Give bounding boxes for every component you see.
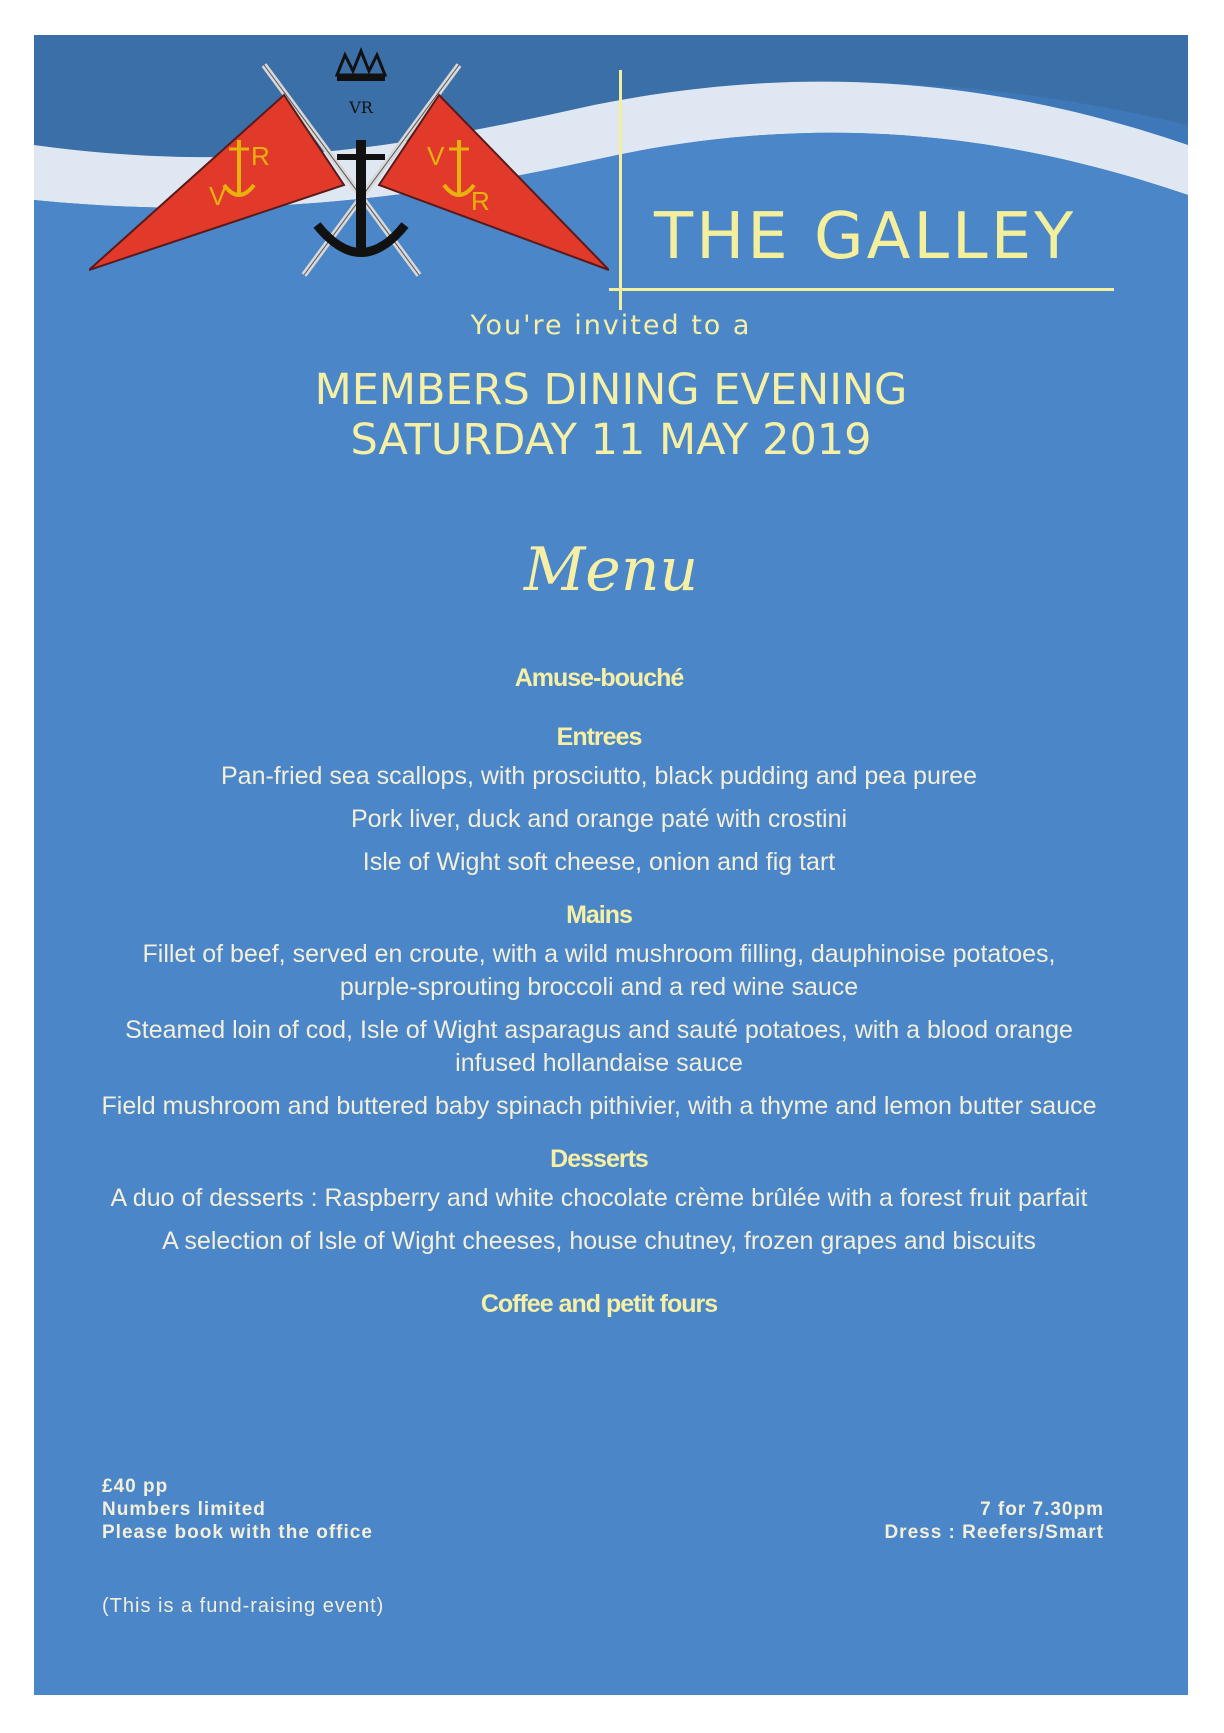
fundraising-note: (This is a fund-raising event) [102, 1595, 385, 1617]
logo-monogram: VR [349, 98, 373, 117]
course-heading-amuse-bouche: Amuse-bouché [514, 664, 684, 692]
booking-info [102, 1475, 373, 1544]
course-heading-coffee: Coffee and petit fours [480, 1290, 718, 1318]
course-heading-mains: Mains [566, 901, 632, 929]
numbers-limited: Numbers limited [102, 1499, 266, 1520]
flag-letter-r-left: R [251, 141, 270, 171]
entree-item: Pan-fried sea scallops, with prosciutto, black pudding and pea puree [220, 762, 978, 790]
club-burgee-logo [89, 45, 609, 300]
flag-letter-v-left: V [209, 181, 227, 211]
title-vertical-rule [619, 70, 622, 310]
event-name: MEMBERS DINING EVENING [314, 365, 908, 415]
page-title: THE GALLEY [654, 200, 1077, 274]
dessert-item: A selection of Isle of Wight cheeses, house chutney, frozen grapes and biscuits [162, 1227, 1036, 1255]
event-time: 7 for 7.30pm [980, 1499, 1104, 1520]
event-heading [34, 365, 1188, 465]
poster [34, 35, 1188, 1695]
dress-code: Dress : Reefers/Smart [884, 1522, 1104, 1543]
title-block [609, 70, 1188, 310]
dessert-item: A duo of desserts : Raspberry and white chocolate crème brûlée with a forest fruit parfait [110, 1184, 1088, 1212]
entree-item: Pork liver, duck and orange paté with crostini [350, 805, 848, 833]
event-date: SATURDAY 11 MAY 2019 [350, 415, 872, 465]
course-heading-entrees: Entrees [556, 723, 642, 751]
event-details [734, 1498, 1104, 1544]
crown-icon [337, 51, 385, 81]
flag-letter-v-right: V [427, 141, 445, 171]
menu-title: Menu [523, 535, 699, 605]
price: £40 pp [102, 1476, 169, 1497]
flag-letter-r-right: R [471, 186, 490, 216]
course-heading-desserts: Desserts [550, 1145, 648, 1173]
main-item: Steamed loin of cod, Isle of Wight asparagus and sauté potatoes, with a blood orange infused hollandaise sauce [125, 1016, 1073, 1077]
invite-line: You're invited to a [470, 310, 752, 341]
entree-item: Isle of Wight soft cheese, onion and fig tart [362, 848, 836, 876]
main-item: Field mushroom and buttered baby spinach pithivier, with a thyme and lemon butter sauce [101, 1092, 1097, 1120]
main-item: Fillet of beef, served en croute, with a wild mushroom filling, dauphinoise potatoes, purple-sprouting broccoli and a red wine sauce [142, 940, 1056, 1001]
booking-instructions: Please book with the office [102, 1522, 373, 1543]
menu-body [94, 650, 1104, 1327]
title-horizontal-rule [609, 288, 1114, 291]
